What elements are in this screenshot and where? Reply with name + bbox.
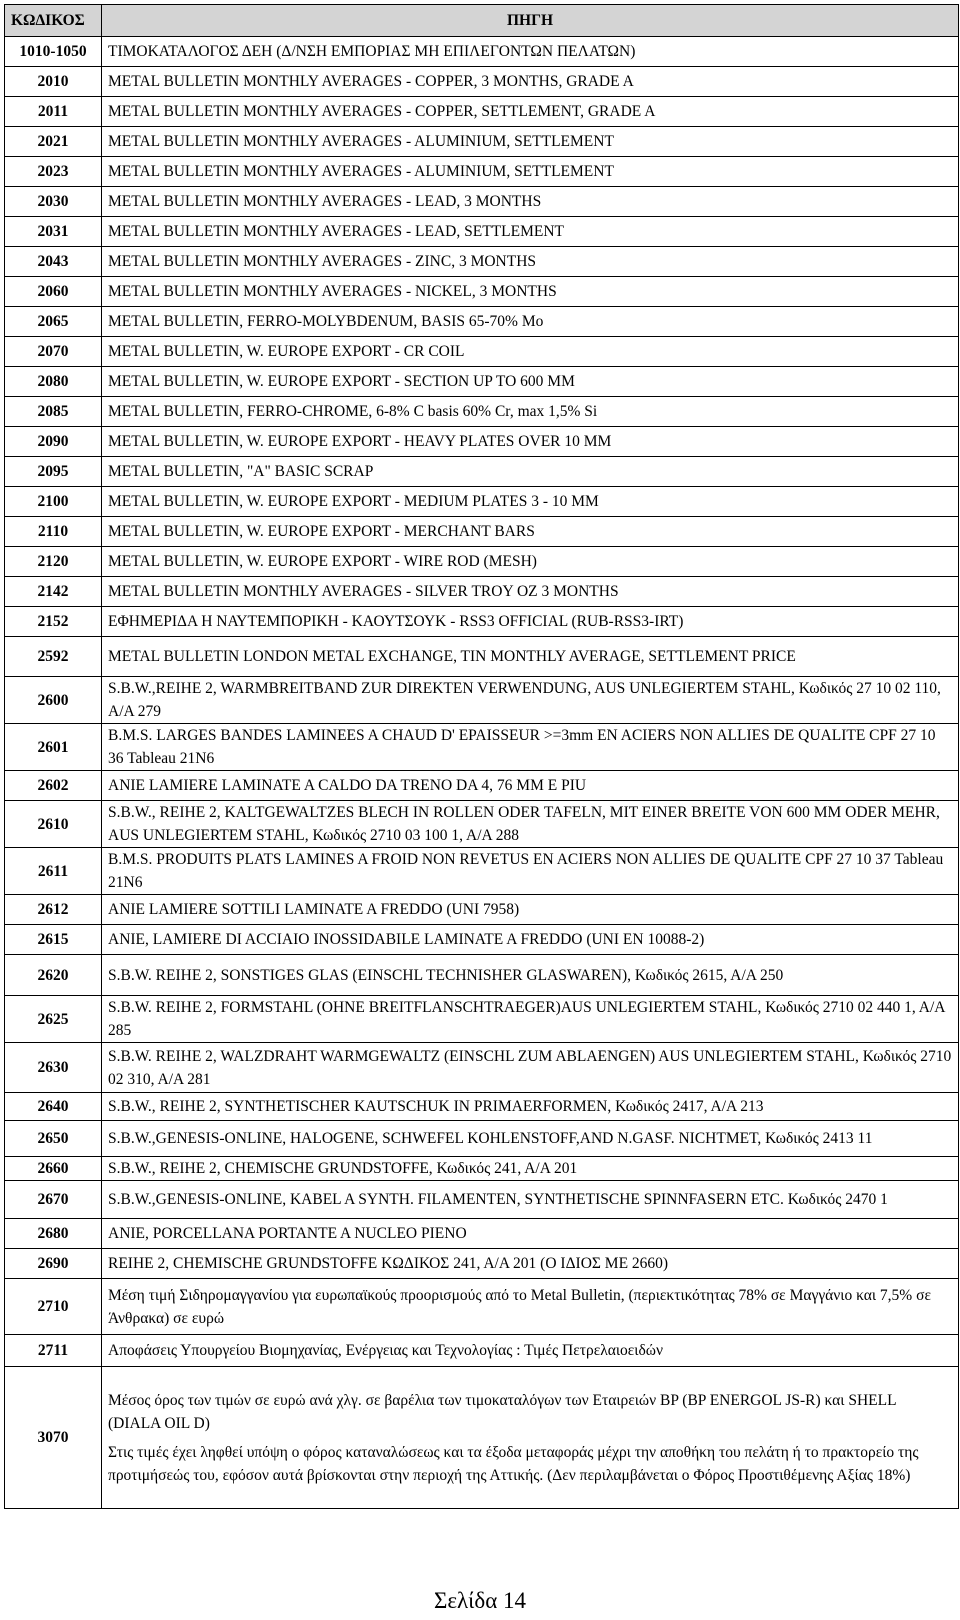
- row-source: [102, 307, 959, 337]
- table-row: [5, 337, 959, 367]
- page-number: Σελίδα 14: [433, 1588, 527, 1613]
- row-source: [102, 1249, 959, 1279]
- row-source-text: METAL BULLETIN LONDON METAL EXCHANGE, TIN MONTHLY AVERAGE, SETTLEMENT PRICE: [108, 648, 796, 665]
- row-code: 2010: [5, 67, 102, 97]
- row-source-text: METAL BULLETIN, "A" BASIC SCRAP: [108, 463, 374, 480]
- table-row: [5, 955, 959, 996]
- row-code: 2110: [5, 517, 102, 547]
- row-code: 2031: [5, 217, 102, 247]
- table-row: [5, 547, 959, 577]
- table-row: [5, 848, 959, 895]
- row-source-text: ΤΙΜΟΚΑΤΑΛΟΓΟΣ ΔΕΗ (Δ/ΝΣΗ ΕΜΠΟΡΙΑΣ ΜΗ ΕΠΙΛΕΓΟΝΤΩΝ ΠΕΛΑΤΩΝ): [108, 43, 636, 60]
- row-source-text: METAL BULLETIN MONTHLY AVERAGES - ALUMINIUM, SETTLEMENT: [108, 163, 614, 180]
- table-row: [5, 307, 959, 337]
- row-code: 2711: [5, 1335, 102, 1367]
- source-column-header: ΠΗΓΗ: [102, 5, 959, 37]
- row-source: [102, 187, 959, 217]
- row-source: [102, 547, 959, 577]
- table-row: [5, 457, 959, 487]
- row-source-text: B.M.S. LARGES BANDES LAMINEES A CHAUD D' EPAISSEUR >=3mm EN ACIERS NON ALLIES DE QUALITE CPF 27 10 36 Tableau 21N6: [108, 727, 936, 767]
- row-code: 2612: [5, 895, 102, 925]
- row-source-text: S.B.W., REIHE 2, KALTGEWALTZES BLECH IN ROLLEN ODER TAFELN, MIT EINER BREITE VON 600 MM ODER MEHR, AUS UNLEGIERTEM STAHL, Κωδικός 2710 03 100 1, Α/Α 288: [108, 804, 940, 844]
- row-source-text: ANIE, LAMIERE DI ACCIAIO INOSSIDABILE LAMINATE A FREDDO (UNI EN 10088-2): [108, 931, 705, 948]
- row-source: [102, 37, 959, 67]
- table-row: [5, 37, 959, 67]
- row-source-text: Στις τιμές έχει ληφθεί υπόψη ο φόρος καταναλώσεως και τα έξοδα μεταφοράς μέχρι την αποθήκη του πελάτη ή το πρακτορείο της προτιμήσεώς του, εφόσον αυτά βρίσκονται στην περιοχή της Αττικής. (Δεν περιλαμβάνεται ο Φόρος Προστιθέμενης Αξίας 18%): [108, 1443, 919, 1484]
- row-source: [102, 1043, 959, 1093]
- row-source-text: S.B.W. REIHE 2, WALZDRAHT WARMGEWALTZ (EINSCHL ZUM ABLAENGEN) AUS UNLEGIERTEM STAHL, Κωδικός 2710 02 310, Α/Α 281: [108, 1047, 952, 1088]
- row-source: [102, 1121, 959, 1157]
- table-row: [5, 67, 959, 97]
- table-row: [5, 1121, 959, 1157]
- row-code: 2030: [5, 187, 102, 217]
- row-source-text: S.B.W.,REIHE 2, WARMBREITBAND ZUR DIREKTEN VERWENDUNG, AUS UNLEGIERTEM STAHL, Κωδικός 27 10 02 110, Α/Α 279: [108, 680, 941, 720]
- row-code: 2065: [5, 307, 102, 337]
- table-row: [5, 157, 959, 187]
- row-code: 2023: [5, 157, 102, 187]
- row-code: 2710: [5, 1279, 102, 1335]
- row-source-text: METAL BULLETIN, W. EUROPE EXPORT - MERCHANT BARS: [108, 523, 535, 540]
- table-row: [5, 925, 959, 955]
- row-code: 2080: [5, 367, 102, 397]
- table-row: [5, 895, 959, 925]
- table-row: [5, 127, 959, 157]
- row-code: 2602: [5, 771, 102, 801]
- table-row: [5, 1249, 959, 1279]
- row-source: [102, 217, 959, 247]
- row-code: 3070: [5, 1367, 102, 1509]
- row-code: 2060: [5, 277, 102, 307]
- row-source-text: Μέσος όρος των τιμών σε ευρώ ανά χλγ. σε βαρέλια των τιμοκαταλόγων των Εταιρειών BP (BP ENERGOL JS-R) και SHELL (DIALA OIL D): [108, 1391, 896, 1432]
- table-row: [5, 277, 959, 307]
- table-row: [5, 97, 959, 127]
- row-code: 2043: [5, 247, 102, 277]
- row-source: [102, 637, 959, 677]
- row-code: 2680: [5, 1219, 102, 1249]
- row-source-text: METAL BULLETIN, W. EUROPE EXPORT - HEAVY PLATES OVER 10 MM: [108, 433, 612, 450]
- table-row: [5, 801, 959, 848]
- row-source: [102, 895, 959, 925]
- row-code: 2690: [5, 1249, 102, 1279]
- row-source: [102, 1219, 959, 1249]
- row-source: [102, 1367, 959, 1509]
- row-source-text: REIHE 2, CHEMISCHE GRUNDSTOFFE ΚΩΔΙΚΟΣ 241, Α/Α 201 (Ο ΙΔΙΟΣ ΜΕ 2660): [108, 1255, 669, 1272]
- row-code: 1010-1050: [5, 37, 102, 67]
- row-source-text: METAL BULLETIN MONTHLY AVERAGES - NICKEL, 3 MONTHS: [108, 283, 557, 300]
- row-source-text: S.B.W.,GENESIS-ONLINE, HALOGENE, SCHWEFEL KOHLENSTOFF,AND N.GASF. NICHTMET, Κωδικός 2413 11: [108, 1130, 873, 1147]
- table-row: [5, 427, 959, 457]
- row-source: [102, 1157, 959, 1181]
- row-code: 2601: [5, 724, 102, 771]
- table-row: [5, 1367, 959, 1509]
- row-code: 2592: [5, 637, 102, 677]
- row-code: 2640: [5, 1093, 102, 1121]
- row-source-text: ANIE, PORCELLANA PORTANTE A NUCLEO PIENO: [108, 1225, 467, 1242]
- table-row: [5, 1335, 959, 1367]
- table-row: [5, 487, 959, 517]
- row-source-text: B.M.S. PRODUITS PLATS LAMINES A FROID NON REVETUS EN ACIERS NON ALLIES DE QUALITE CPF 27 10 37 Tableau 21N6: [108, 851, 944, 891]
- row-source-text: METAL BULLETIN, W. EUROPE EXPORT - SECTION UP TO 600 MM: [108, 373, 575, 390]
- row-source-text: ΕΦΗΜΕΡΙΔΑ Η ΝΑΥΤΕΜΠΟΡΙΚΗ - ΚΑΟΥΤΣΟΥΚ - RSS3 OFFICIAL (RUB-RSS3-IRT): [108, 613, 684, 630]
- row-source-text: METAL BULLETIN MONTHLY AVERAGES - ZINC, 3 MONTHS: [108, 253, 537, 270]
- table-row: [5, 996, 959, 1043]
- row-source: [102, 67, 959, 97]
- row-code: 2070: [5, 337, 102, 367]
- table-row: [5, 677, 959, 724]
- table-body: [5, 37, 959, 1509]
- row-code: 2611: [5, 848, 102, 895]
- row-code: 2142: [5, 577, 102, 607]
- row-source: [102, 577, 959, 607]
- row-source-text: Αποφάσεις Υπουργείου Βιομηχανίας, Ενέργειας και Τεχνολογίας : Τιμές Πετρελαιοειδών: [108, 1342, 663, 1359]
- row-code: 2152: [5, 607, 102, 637]
- row-code: 2630: [5, 1043, 102, 1093]
- row-source: [102, 955, 959, 996]
- row-source-text: METAL BULLETIN, W. EUROPE EXPORT - CR COIL: [108, 343, 465, 360]
- row-code: 2625: [5, 996, 102, 1043]
- row-code: 2120: [5, 547, 102, 577]
- row-code: 2090: [5, 427, 102, 457]
- row-source-text: S.B.W., REIHE 2, SYNTHETISCHER KAUTSCHUK IN PRIMAERFORMEN, Κωδικός 2417, Α/Α 213: [108, 1098, 764, 1115]
- row-code: 2610: [5, 801, 102, 848]
- row-source: [102, 1279, 959, 1335]
- table-row: [5, 187, 959, 217]
- row-source-text: METAL BULLETIN, FERRO-CHROME, 6-8% C basis 60% Cr, max 1,5% Si: [108, 403, 598, 420]
- row-source: [102, 127, 959, 157]
- row-source: [102, 457, 959, 487]
- row-source-text: ANIE LAMIERE SOTTILI LAMINATE A FREDDO (UNI 7958): [108, 901, 520, 918]
- row-source-text: METAL BULLETIN MONTHLY AVERAGES - COPPER, SETTLEMENT, GRADE A: [108, 103, 656, 120]
- row-code: 2100: [5, 487, 102, 517]
- row-source: [102, 517, 959, 547]
- table-row: [5, 1181, 959, 1219]
- header-row: [5, 5, 959, 37]
- row-code: 2011: [5, 97, 102, 127]
- row-source: [102, 427, 959, 457]
- row-source: [102, 367, 959, 397]
- row-source-text: METAL BULLETIN, FERRO-MOLYBDENUM, BASIS 65-70% Mo: [108, 313, 544, 330]
- row-source-text: METAL BULLETIN MONTHLY AVERAGES - COPPER, 3 MONTHS, GRADE A: [108, 73, 634, 90]
- code-column-header: ΚΩΔΙΚΟΣ: [5, 5, 102, 37]
- row-source-text: S.B.W., REIHE 2, CHEMISCHE GRUNDSTOFFE, Κωδικός 241, Α/Α 201: [108, 1160, 578, 1177]
- row-source-text: S.B.W. REIHE 2, SONSTIGES GLAS (EINSCHL TECHNISHER GLASWAREN), Κωδικός 2615, Α/Α 250: [108, 966, 784, 984]
- table-row: [5, 367, 959, 397]
- row-source-text: METAL BULLETIN, W. EUROPE EXPORT - WIRE ROD (MESH): [108, 553, 537, 570]
- row-code: 2615: [5, 925, 102, 955]
- row-code: 2600: [5, 677, 102, 724]
- row-source: [102, 771, 959, 801]
- row-source: [102, 925, 959, 955]
- row-source-text: Μέση τιμή Σιδηρομαγγανίου για ευρωπαϊκούς προορισμούς από το Metal Bulletin, (περιεκτικότητας 78% σε Μαγγάνιο και 7,5% σε Άνθρακα) σε ευρώ: [108, 1286, 931, 1327]
- table-row: [5, 607, 959, 637]
- row-source: [102, 337, 959, 367]
- row-source: [102, 1181, 959, 1219]
- row-source-text: METAL BULLETIN MONTHLY AVERAGES - ALUMINIUM, SETTLEMENT: [108, 133, 614, 150]
- table-row: [5, 397, 959, 427]
- row-source-text: METAL BULLETIN, W. EUROPE EXPORT - MEDIUM PLATES 3 - 10 MM: [108, 493, 599, 510]
- row-source: [102, 724, 959, 771]
- table-row: [5, 1093, 959, 1121]
- row-source: [102, 1093, 959, 1121]
- row-code: 2660: [5, 1157, 102, 1181]
- table-row: [5, 247, 959, 277]
- row-source-text: ANIE LAMIERE LAMINATE A CALDO DA TRENO DA 4, 76 MM E PIU: [108, 777, 587, 794]
- row-code: 2085: [5, 397, 102, 427]
- table-row: [5, 637, 959, 677]
- row-source-text: S.B.W.,GENESIS-ONLINE, KABEL A SYNTH. FILAMENTEN, SYNTHETISCHE SPINNFASERN ETC. Κωδικός 2470 1: [108, 1191, 888, 1208]
- table-row: [5, 1043, 959, 1093]
- row-source: [102, 848, 959, 895]
- table-row: [5, 771, 959, 801]
- row-code: 2670: [5, 1181, 102, 1219]
- row-code: 2021: [5, 127, 102, 157]
- row-source: [102, 397, 959, 427]
- row-source: [102, 157, 959, 187]
- row-code: 2650: [5, 1121, 102, 1157]
- table-row: [5, 577, 959, 607]
- row-source-text: METAL BULLETIN MONTHLY AVERAGES - LEAD, 3 MONTHS: [108, 193, 542, 210]
- row-source: [102, 677, 959, 724]
- row-source-text: METAL BULLETIN MONTHLY AVERAGES - LEAD, SETTLEMENT: [108, 223, 564, 240]
- row-source: [102, 996, 959, 1043]
- table-row: [5, 1219, 959, 1249]
- row-source: [102, 1335, 959, 1367]
- row-source: [102, 607, 959, 637]
- row-source: [102, 247, 959, 277]
- table-row: [5, 724, 959, 771]
- table-row: [5, 1279, 959, 1335]
- table-row: [5, 1157, 959, 1181]
- table-row: [5, 517, 959, 547]
- row-source: [102, 487, 959, 517]
- sources-table: [4, 4, 959, 1509]
- row-code: 2620: [5, 955, 102, 996]
- row-source-text: S.B.W. REIHE 2, FORMSTAHL (OHNE BREITFLANSCHTRAEGER)AUS UNLEGIERTEM STAHL, Κωδικός 2710 02 440 1, Α/Α 285: [108, 999, 945, 1039]
- row-code: 2095: [5, 457, 102, 487]
- row-source: [102, 277, 959, 307]
- table-row: [5, 217, 959, 247]
- row-source: [102, 801, 959, 848]
- row-source-text: METAL BULLETIN MONTHLY AVERAGES - SILVER TROY OZ 3 MONTHS: [108, 583, 619, 600]
- row-source: [102, 97, 959, 127]
